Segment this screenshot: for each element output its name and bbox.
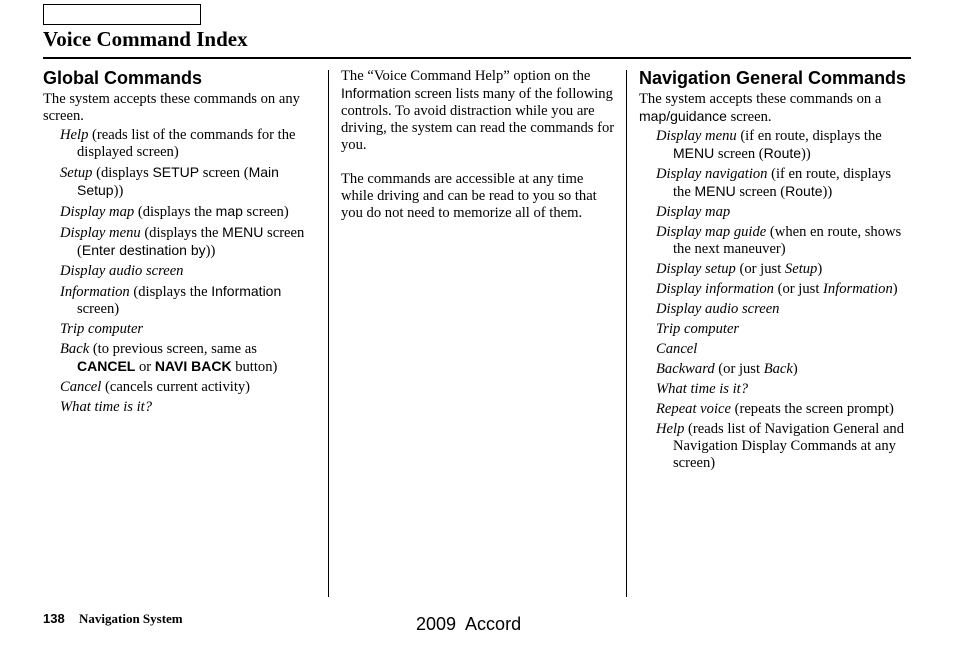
list-item: Display menu (if en route, displays the MENU screen (Route))	[656, 128, 882, 162]
page-number: 138	[43, 611, 65, 626]
global-commands-list	[43, 127, 318, 416]
navigation-commands-list	[639, 128, 911, 472]
list-item: What time is it?	[60, 399, 153, 415]
list-item: Backward (or just Back)	[656, 361, 798, 377]
column-divider-2	[626, 70, 627, 597]
list-item: Display information (or just Information)	[656, 281, 898, 297]
list-item: Display menu (displays the MENU screen (Enter destination by))	[60, 224, 305, 259]
list-item: Display audio screen	[60, 263, 184, 279]
accessible-paragraph: The commands are accessible at any time while driving and can be read to you so that you do not need to memorize all of them.	[341, 171, 597, 221]
navigation-commands-intro: The system accepts these commands on a map/guidance screen.	[639, 91, 882, 125]
list-item: Trip computer	[656, 321, 740, 337]
title-rule	[43, 57, 911, 59]
list-item: Display map (displays the map screen)	[60, 203, 289, 220]
navigation-commands-heading: Navigation General Commands	[639, 68, 907, 88]
help-info-column	[341, 68, 616, 222]
list-item: Display audio screen	[656, 301, 780, 317]
list-item: Display navigation (if en route, displays the MENU screen (Route))	[656, 166, 892, 200]
list-item: Help (reads list of the commands for the displayed screen)	[60, 127, 296, 160]
global-commands-intro: The system accepts these commands on any screen.	[43, 91, 300, 124]
global-commands-column	[43, 68, 318, 419]
header-box	[43, 4, 201, 25]
list-item: Trip computer	[60, 321, 144, 337]
list-item: Cancel	[656, 341, 698, 357]
list-item: Repeat voice (repeats the screen prompt)	[656, 401, 894, 417]
help-paragraph: The “Voice Command Help” option on the Information screen lists many of the following controls. To avoid distraction while you are driving, the system can read the commands for you.	[341, 68, 615, 153]
column-divider-1	[328, 70, 329, 597]
list-item: Cancel (cancels current activity)	[60, 379, 251, 395]
list-item: Display map guide (when en route, shows the next maneuver)	[656, 224, 902, 257]
navigation-commands-column	[639, 68, 911, 475]
list-item: Display map	[656, 204, 731, 220]
list-item: What time is it?	[656, 381, 749, 397]
list-item: Back (to previous screen, same as CANCEL or NAVI BACK button)	[60, 341, 278, 375]
list-item: Information (displays the Information screen)	[60, 283, 282, 317]
list-item: Display setup (or just Setup)	[656, 261, 823, 277]
model-label: 2009 Accord	[416, 614, 522, 634]
page-title: Voice Command Index	[43, 27, 248, 51]
list-item: Help (reads list of Navigation General and Navigation Display Commands at any screen)	[656, 421, 905, 471]
list-item: Setup (displays SETUP screen (Main Setup))	[60, 164, 279, 199]
section-label: Navigation System	[79, 611, 183, 626]
global-commands-heading: Global Commands	[43, 68, 203, 88]
